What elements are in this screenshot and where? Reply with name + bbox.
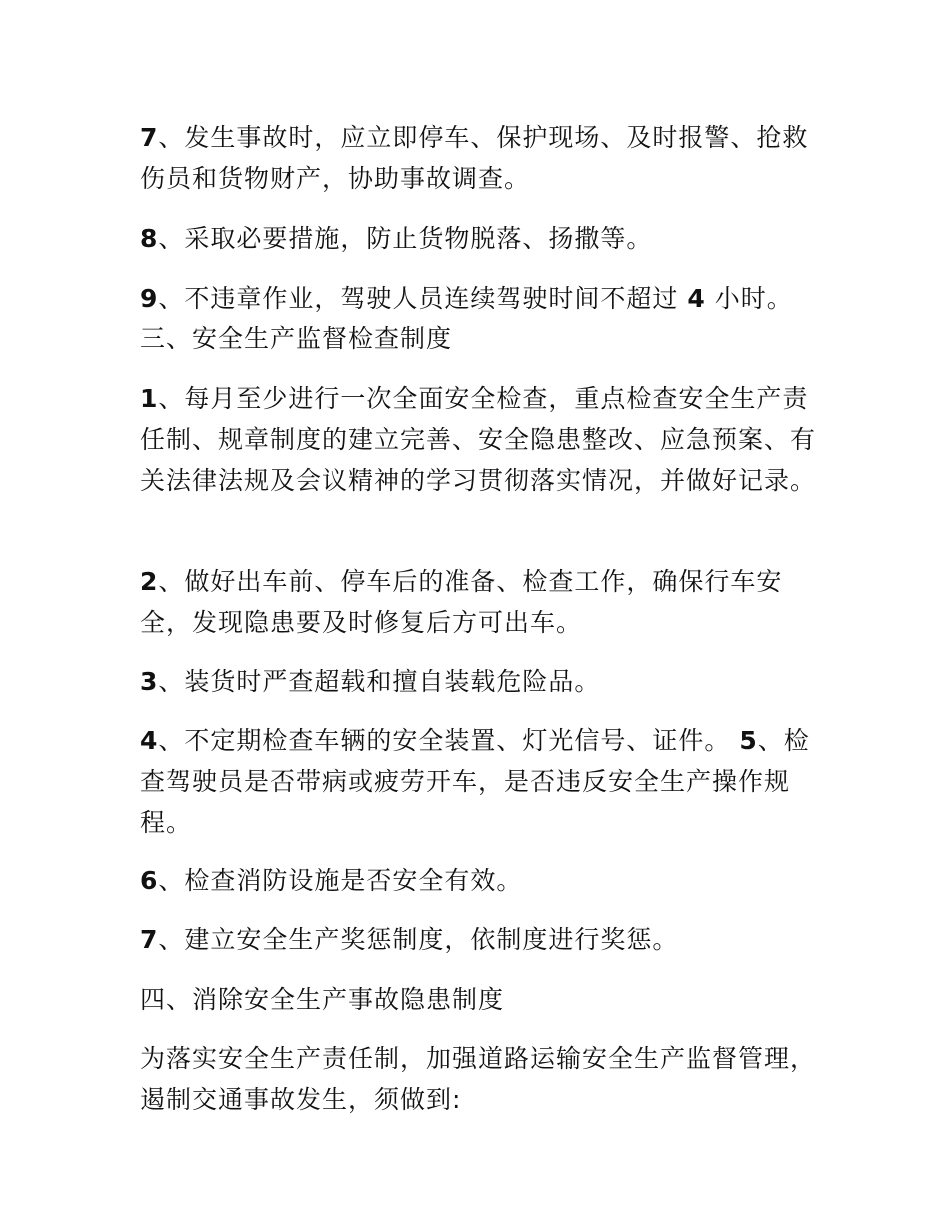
paragraph-item-3-loading <box>140 661 820 702</box>
item-number: 9 <box>140 284 159 313</box>
heading-text: 四、消除安全生产事故隐患制度 <box>140 985 505 1014</box>
paragraph-text-after: 小时。 <box>714 284 793 313</box>
section-heading-4 <box>140 979 820 1020</box>
item-number: 7 <box>140 925 159 954</box>
paragraph-text: 、装货时严查超载和擅自装载危险品。 <box>158 667 601 696</box>
paragraph-item-9-driving-time <box>140 278 820 319</box>
paragraph-item-1-monthly-inspection <box>140 378 820 501</box>
paragraph-text-after: 、检查驾驶员是否带病或疲劳开车，是否违反安全生产操作规程。 <box>140 726 810 837</box>
paragraph-intro-section-4 <box>140 1038 820 1120</box>
paragraph-text: 、采取必要措施，防止货物脱落、扬撒等。 <box>158 224 653 253</box>
paragraph-text: 、建立安全生产奖惩制度，依制度进行奖惩。 <box>158 925 679 954</box>
item-number: 2 <box>140 567 159 596</box>
item-number: 6 <box>140 866 159 895</box>
paragraph-item-6-fire-facilities <box>140 860 820 901</box>
item-number: 8 <box>140 224 159 253</box>
paragraph-text: 、每月至少进行一次全面安全检查，重点检查安全生产责任制、规章制度的建立完善、安全隐患整改、应急预案、有关法律法规及会议精神的学习贯彻落实情况，并做好记录。 <box>140 384 817 495</box>
paragraph-text: 、不定期检查车辆的安全装置、灯光信号、证件。 <box>158 726 731 755</box>
hours-number: 4 <box>687 284 706 313</box>
item-number: 3 <box>140 667 159 696</box>
item-number: 4 <box>140 726 159 755</box>
paragraph-text: 、不违章作业，驾驶人员连续驾驶时间不超过 <box>158 284 679 313</box>
paragraph-item-4-5-vehicle-driver-check <box>140 720 820 843</box>
heading-text: 三、安全生产监督检查制度 <box>140 324 453 353</box>
section-heading-3 <box>140 318 820 359</box>
paragraph-text: 、发生事故时，应立即停车、保护现场、及时报警、抢救伤员和货物财产，协助事故调查。 <box>140 123 809 193</box>
paragraph-text: 为落实安全生产责任制，加强道路运输安全生产监督管理，遏制交通事故发生，须做到: <box>140 1044 817 1114</box>
paragraph-item-7-rewards <box>140 919 820 960</box>
item-number: 7 <box>140 123 159 152</box>
item-number: 1 <box>140 384 159 413</box>
paragraph-item-7-accident <box>140 117 820 199</box>
item-number-5: 5 <box>739 726 758 755</box>
paragraph-item-8-measures <box>140 218 820 259</box>
paragraph-text: 、做好出车前、停车后的准备、检查工作，确保行车安全，发现隐患要及时修复后方可出车。 <box>140 567 783 637</box>
paragraph-item-2-pre-departure <box>140 561 820 643</box>
paragraph-text: 、检查消防设施是否安全有效。 <box>158 866 523 895</box>
